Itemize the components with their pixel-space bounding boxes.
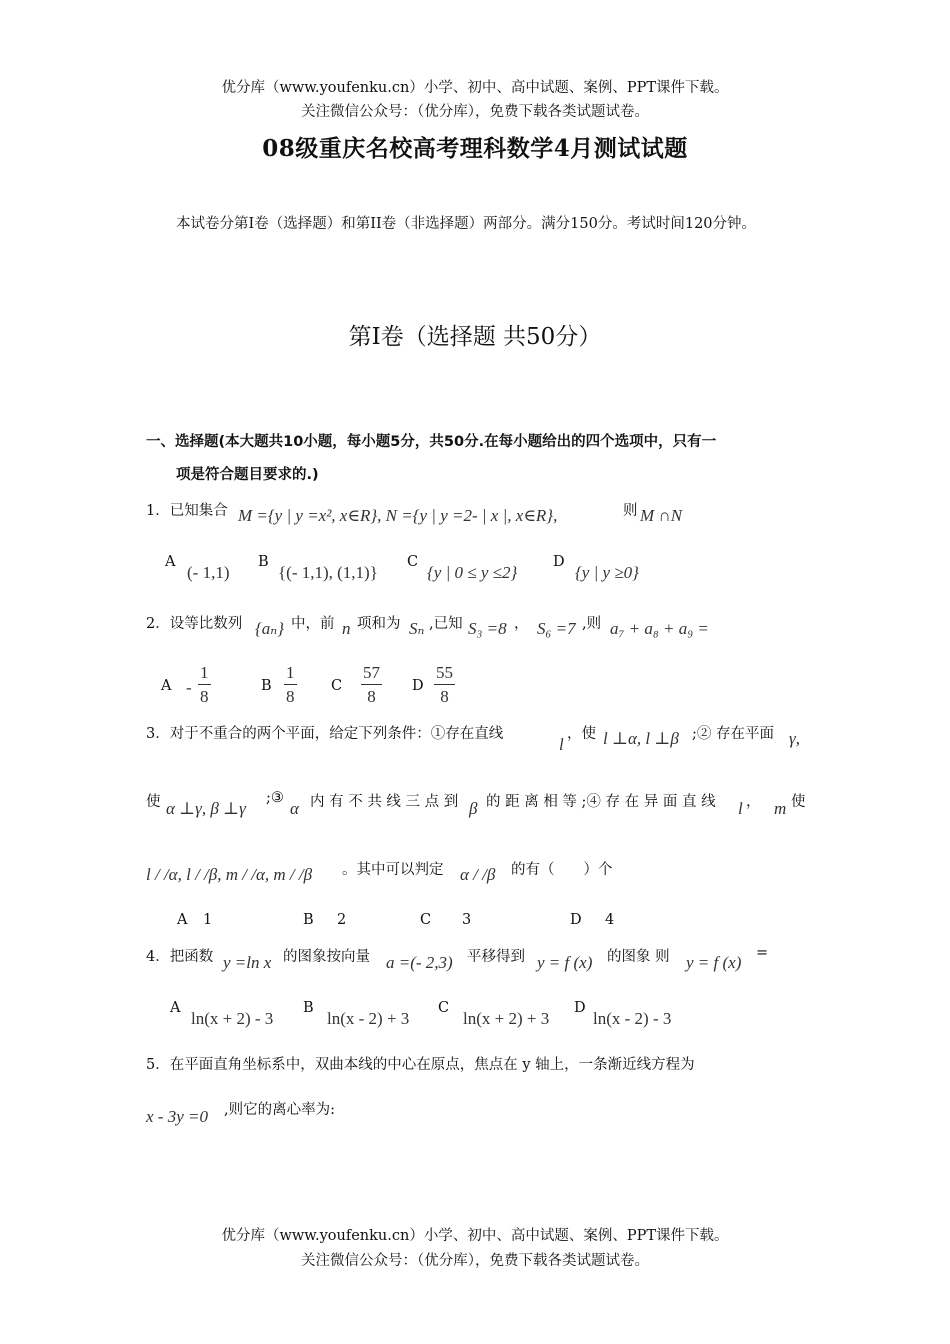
q1-option-c-value: {y | 0 ≤ y ≤2} xyxy=(427,563,518,582)
q3-line2-l: l xyxy=(738,799,743,818)
q3-line2-beta: β xyxy=(469,799,478,818)
q3-line3-d: 的有（ ）个 xyxy=(511,862,613,878)
q3-option-b-label: B xyxy=(303,912,314,928)
page-footer-line1: 优分库（www.youfenku.cn）小学、初中、高中试题、案例、PPT课件下载。 xyxy=(221,1228,729,1244)
q2-option-a-fraction: $\frac{1}{8}$ xyxy=(200,663,209,706)
q3-line2-comma: ， xyxy=(746,794,761,810)
q2-comma: ， xyxy=(514,616,529,632)
q3-option-c-label: C xyxy=(420,912,432,928)
q2-option-b-label: B xyxy=(261,678,272,694)
q2-text-e: ,则 xyxy=(582,616,602,632)
q4-option-b-value: ln(x - 2) + 3 xyxy=(327,1009,410,1028)
q2-text-a: 2．设等比数列 xyxy=(146,616,243,632)
q1-option-a-label: A xyxy=(165,554,176,570)
q3-option-a-label: A xyxy=(177,912,188,928)
q1-math-intersection: M ∩N xyxy=(640,506,683,525)
q1-option-a-value: (- 1,1) xyxy=(187,563,230,582)
part1-instructions-line2: 项是符合题目要求的.) xyxy=(176,467,319,483)
q2-s3: S₃ =8 xyxy=(468,619,507,638)
q5-tail: ,则它的离心率为: xyxy=(224,1102,335,1118)
q3-line1-c: ，使 xyxy=(567,726,596,742)
q4-text-c: 的图象按向量 xyxy=(283,949,370,965)
q3-line2-m: m xyxy=(774,799,787,818)
q3-line1-e: ;② 存在平面 xyxy=(692,726,774,742)
q4-text-a: 4．把函数 xyxy=(146,949,214,965)
q3-line3-conditions: l / /α, l / /β, m / /α, m / /β xyxy=(146,865,313,884)
q3-line2-alpha: α xyxy=(290,799,299,818)
q4-vector: a =(- 2,3) xyxy=(386,953,453,972)
q1-option-b-value: {(- 1,1), (1,1)} xyxy=(278,563,378,582)
q1-option-d-label: D xyxy=(553,554,565,570)
q5-text: 5．在平面直角坐标系中，双曲本线的中心在原点，焦点在 y 轴上，一条渐近线方程为 xyxy=(146,1057,695,1073)
q1-text: 1．已知集合 xyxy=(146,503,228,519)
q1-math-sets: M ={y | y =x², x∈R}, N ={y | y =2- | x |, x∈R}, xyxy=(238,506,558,525)
q2-text-d: ,已知 xyxy=(429,616,463,632)
q2-option-d-fraction: $\frac{55}{8}$ xyxy=(436,663,453,706)
q3-option-d-label: D xyxy=(570,912,582,928)
part1-instructions-line1: 一、选择题(本大题共10小题，每小题5分，共50分.在每小题给出的四个选项中，只有一 xyxy=(146,434,717,450)
q3-line2-a: 使 xyxy=(146,794,161,810)
q3-option-c-value: 3 xyxy=(462,912,472,928)
q3-line2-condition: α ⊥γ, β ⊥γ xyxy=(166,799,246,818)
q4-option-a-value: ln(x + 2) - 3 xyxy=(191,1009,274,1028)
q4-option-d-label: D xyxy=(574,1000,586,1016)
q3-line1-a: 3．对于不重合的两个平面，给定下列条件：①存在直线 xyxy=(146,726,504,742)
section-title: 第I卷（选择题 共50分） xyxy=(348,324,602,350)
q4-fx-1: y = f (x) xyxy=(537,953,593,972)
q2-option-c-label: C xyxy=(331,678,343,694)
q3-line2-e: 内 有 不 共 线 三 点 到 xyxy=(310,794,459,810)
q2-expression: a₇ + a₈ + a₉ = xyxy=(610,619,709,638)
q2-text-b: 中，前 xyxy=(291,616,335,632)
q2-sn: Sₙ xyxy=(409,619,425,638)
q1-then: 则 xyxy=(623,503,638,519)
q3-line3-parallel: α / /β xyxy=(460,865,496,884)
q3-line2-g: 的 距 离 相 等 ;④ 存 在 异 面 直 线 xyxy=(486,794,716,810)
q3-line1-l: l xyxy=(559,735,564,754)
q1-option-d-value: {y | y ≥0} xyxy=(575,563,639,582)
q2-s6: S₆ =7 xyxy=(537,619,576,638)
page-footer-line2: 关注微信公众号：（优分库），免费下载各类试题试卷。 xyxy=(301,1253,649,1269)
q4-option-a-label: A xyxy=(170,1000,181,1016)
q3-line1-gamma: γ, xyxy=(789,729,800,748)
q4-option-c-label: C xyxy=(438,1000,450,1016)
intro-paragraph: 本试卷分第I卷（选择题）和第II卷（非选择题）两部分。满分150分。考试时间120分钟。 xyxy=(176,216,757,232)
q2-option-b-fraction: $\frac{1}{8}$ xyxy=(286,663,295,706)
q3-option-b-value: 2 xyxy=(337,912,347,928)
q4-function: y =ln x xyxy=(223,953,272,972)
q4-option-d-value: ln(x - 2) - 3 xyxy=(593,1009,672,1028)
page-title: 08级重庆名校高考理科数学4月测试试题 xyxy=(262,135,688,162)
q3-line3-b: 。其中可以判定 xyxy=(342,862,444,878)
q2-option-c-fraction: $\frac{57}{8}$ xyxy=(363,663,380,706)
q1-option-c-label: C xyxy=(407,554,419,570)
page-header-line2: 关注微信公众号：（优分库），免费下载各类试题试卷。 xyxy=(301,104,649,120)
q2-text-c: 项和为 xyxy=(357,616,401,632)
q1-option-b-label: B xyxy=(258,554,269,570)
q5-asymptote: x - 3y =0 xyxy=(146,1107,208,1126)
q2-option-a-label: A xyxy=(161,678,172,694)
q3-line2-c: ;③ xyxy=(266,790,284,806)
q3-option-a-value: 1 xyxy=(203,912,213,928)
q2-option-d-label: D xyxy=(412,678,424,694)
page-header-line1: 优分库（www.youfenku.cn）小学、初中、高中试题、案例、PPT课件下载。 xyxy=(221,80,729,96)
q3-line1-condition: l ⊥α, l ⊥β xyxy=(603,729,679,748)
q4-text-e: 平移得到 xyxy=(467,949,525,965)
q4-fx-2: y = f (x) xyxy=(686,953,742,972)
q2-n: n xyxy=(342,619,351,638)
q2-seq: {aₙ} xyxy=(255,619,284,638)
q4-equals: = xyxy=(756,945,769,961)
q2-option-a-sign: - xyxy=(186,678,192,697)
q4-option-c-value: ln(x + 2) + 3 xyxy=(463,1009,550,1028)
q3-line2-k: 使 xyxy=(791,794,806,810)
q4-option-b-label: B xyxy=(303,1000,314,1016)
q3-option-d-value: 4 xyxy=(605,912,615,928)
q4-text-g: 的图象 则 xyxy=(607,949,670,965)
